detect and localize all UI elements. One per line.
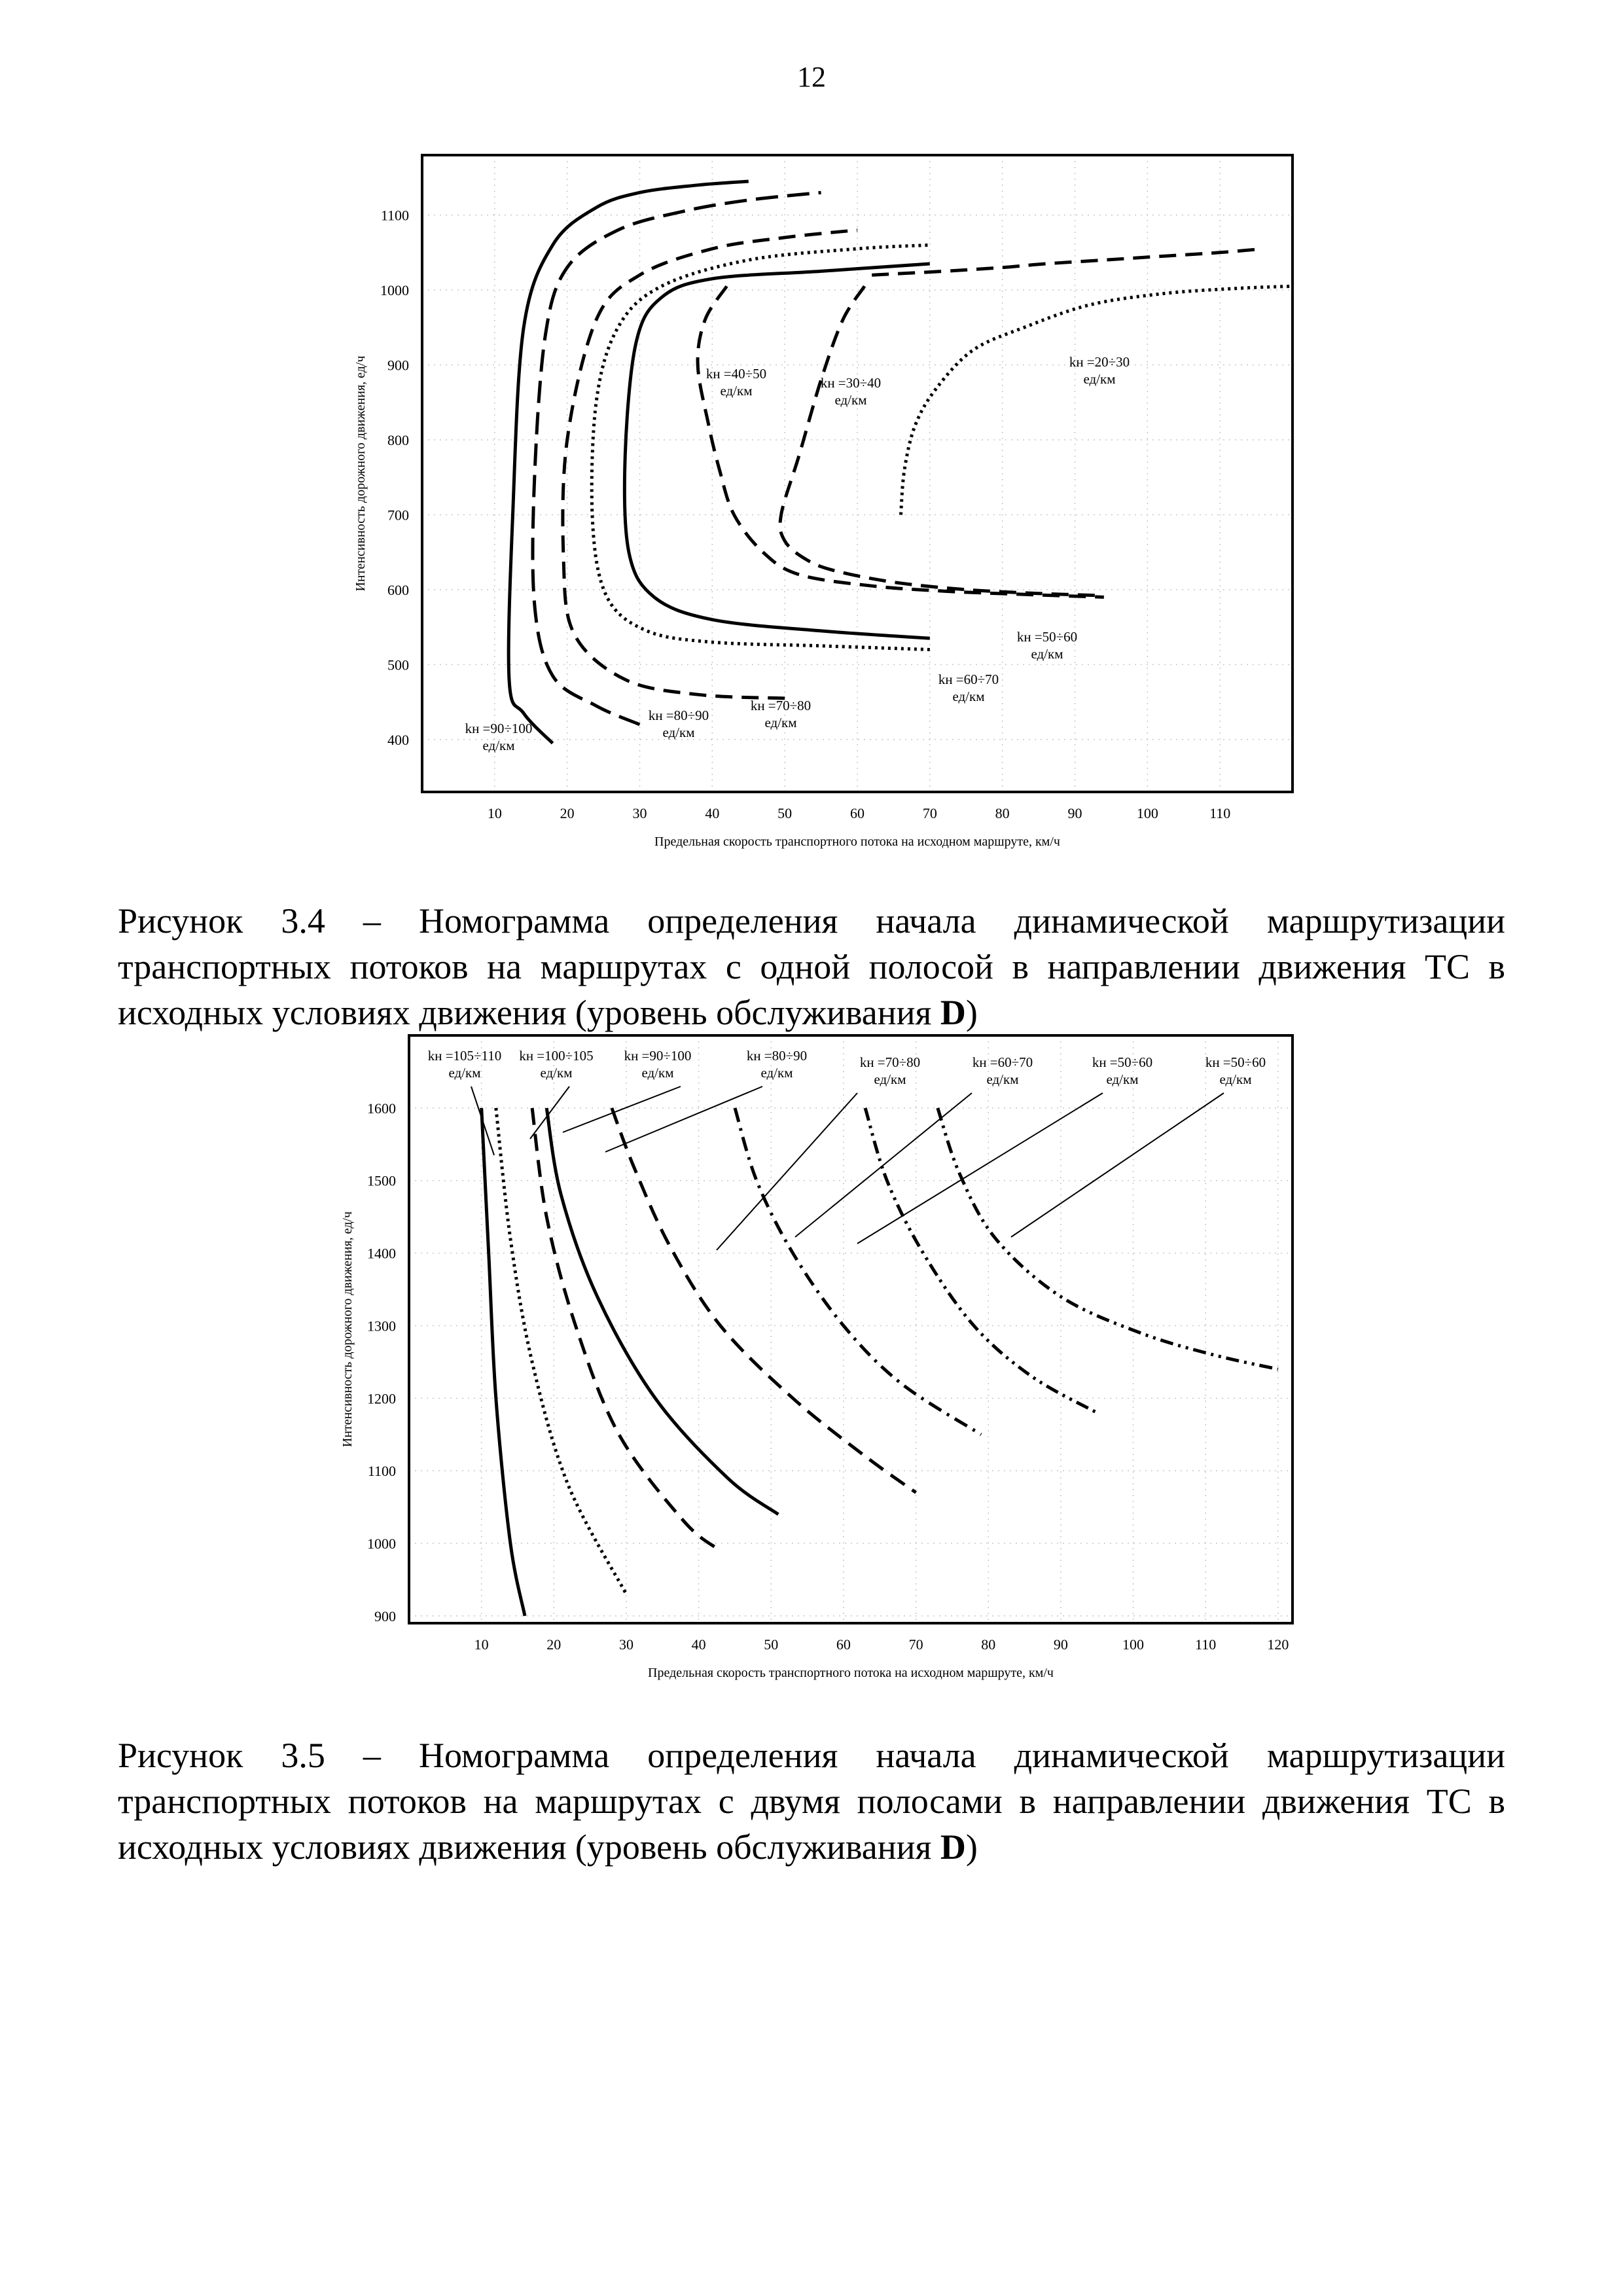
nomogram-chart-two-lanes xyxy=(308,1021,1329,1702)
x-tick-label: 70 xyxy=(922,805,937,821)
series-label-unit: ед/км xyxy=(720,383,753,399)
series-label-unit: ед/км xyxy=(834,392,867,408)
caption-bold-level: D xyxy=(940,993,966,1032)
x-tick-label: 30 xyxy=(632,805,647,821)
series-label-unit: ед/км xyxy=(764,715,797,730)
x-tick-label: 10 xyxy=(474,1636,489,1653)
y-tick-label: 1300 xyxy=(367,1318,396,1335)
y-tick-label: 600 xyxy=(387,581,409,598)
figure-caption-3-5 xyxy=(118,1732,1505,1870)
x-tick-label: 70 xyxy=(908,1636,923,1653)
y-tick-label: 400 xyxy=(387,731,409,748)
series-label-unit: ед/км xyxy=(1031,646,1063,662)
label-leader-line xyxy=(795,1093,972,1237)
series-curve xyxy=(612,1108,916,1492)
caption-bold-level: D xyxy=(940,1827,966,1867)
x-axis-title: Предельная скорость транспортного потока на исходном маршруте, км/ч xyxy=(654,834,1060,849)
series-label: kн =60÷70 xyxy=(972,1054,1033,1070)
y-tick-label: 700 xyxy=(387,507,409,524)
x-axis-title: Предельная скорость транспортного потока на исходном маршруте, км/ч xyxy=(648,1666,1054,1680)
series-label-unit: ед/км xyxy=(448,1065,481,1081)
y-tick-label: 1400 xyxy=(367,1245,396,1262)
x-tick-label: 50 xyxy=(764,1636,779,1653)
series-label: kн =60÷70 xyxy=(938,672,999,687)
series-label: kн =70÷80 xyxy=(750,698,812,713)
series-label: kн =70÷80 xyxy=(859,1054,921,1070)
series-curve xyxy=(563,230,857,698)
y-axis-title: Интенсивность дорожного движения, ед/ч xyxy=(353,355,368,592)
series-label-unit: ед/км xyxy=(1106,1071,1139,1087)
y-tick-label: 1100 xyxy=(367,1463,396,1480)
nomogram-figure-3-5 xyxy=(308,1021,1329,1702)
series-label-unit: ед/км xyxy=(662,725,695,740)
series-label-unit: ед/км xyxy=(986,1071,1019,1087)
series-label-unit: ед/км xyxy=(760,1065,793,1081)
figure-caption-3-4 xyxy=(118,898,1505,1035)
x-tick-label: 60 xyxy=(850,805,865,821)
label-leader-line xyxy=(563,1086,681,1132)
x-tick-label: 100 xyxy=(1122,1636,1145,1653)
series-label-unit: ед/км xyxy=(874,1071,906,1087)
x-tick-label: 80 xyxy=(995,805,1010,821)
series-curve xyxy=(872,249,1264,275)
caption-close: ) xyxy=(965,1827,978,1867)
series-curve xyxy=(735,1108,981,1435)
label-leader-line xyxy=(857,1093,1103,1244)
y-tick-label: 800 xyxy=(387,431,409,448)
series-curve xyxy=(865,1108,1097,1413)
series-label-unit: ед/км xyxy=(952,689,985,704)
y-tick-label: 1500 xyxy=(367,1172,396,1189)
series-label: kн =20÷30 xyxy=(1069,354,1130,370)
y-tick-label: 1200 xyxy=(367,1390,396,1407)
series-label: kн =80÷90 xyxy=(648,708,709,723)
series-curve xyxy=(546,1108,778,1515)
series-label: kн =40÷50 xyxy=(705,366,767,382)
series-label: kн =90÷100 xyxy=(465,721,533,736)
series-label: kн =100÷105 xyxy=(519,1048,594,1064)
y-tick-label: 1100 xyxy=(380,207,409,224)
x-tick-label: 60 xyxy=(836,1636,851,1653)
series-label: kн =50÷60 xyxy=(1092,1054,1153,1070)
y-tick-label: 1600 xyxy=(367,1100,396,1117)
series-label-unit: ед/км xyxy=(1219,1071,1252,1087)
y-axis-title: Интенсивность дорожного движения, ед/ч xyxy=(340,1211,355,1448)
label-leader-line xyxy=(1011,1093,1224,1237)
x-tick-label: 40 xyxy=(705,805,720,821)
x-tick-label: 80 xyxy=(981,1636,996,1653)
x-tick-label: 100 xyxy=(1136,805,1158,821)
series-label-unit: ед/км xyxy=(540,1065,573,1081)
x-tick-label: 110 xyxy=(1209,805,1231,821)
x-tick-label: 40 xyxy=(691,1636,706,1653)
x-tick-label: 50 xyxy=(777,805,793,821)
y-tick-label: 500 xyxy=(387,656,409,673)
series-curve xyxy=(901,286,1293,514)
caption-text: Рисунок 3.5 – Номограмма определения начала динамической маршрутизации транспортных потоков на маршрутах с двумя полосами в направлении движения ТС в исходных условиях движения (уровень обслуживания xyxy=(118,1736,1505,1867)
caption-text: Рисунок 3.4 – Номограмма определения начала динамической маршрутизации транспортных потоков на маршрутах с одной полосой в направлении движения ТС в исходных условиях движения (уровень обслуживания xyxy=(118,901,1505,1032)
series-curve xyxy=(698,286,1104,597)
x-tick-label: 90 xyxy=(1067,805,1082,821)
series-label-unit: ед/км xyxy=(1083,371,1116,387)
x-tick-label: 110 xyxy=(1195,1636,1217,1653)
series-label: kн =50÷60 xyxy=(1016,629,1078,645)
nomogram-chart-one-lane xyxy=(327,141,1309,867)
x-tick-label: 30 xyxy=(618,1636,633,1653)
x-tick-label: 120 xyxy=(1267,1636,1289,1653)
series-curve xyxy=(482,1108,525,1616)
series-curve xyxy=(592,245,930,649)
series-label: kн =50÷60 xyxy=(1205,1054,1266,1070)
x-tick-label: 20 xyxy=(560,805,575,821)
y-tick-label: 900 xyxy=(387,357,409,374)
y-tick-label: 1000 xyxy=(380,282,409,299)
x-tick-label: 20 xyxy=(546,1636,562,1653)
y-tick-label: 1000 xyxy=(367,1535,396,1552)
x-tick-label: 10 xyxy=(487,805,502,821)
series-label: kн =105÷110 xyxy=(427,1048,502,1064)
series-label: kн =30÷40 xyxy=(820,375,882,391)
x-tick-label: 90 xyxy=(1053,1636,1068,1653)
series-label: kн =90÷100 xyxy=(624,1048,692,1064)
series-label: kн =80÷90 xyxy=(746,1048,808,1064)
y-tick-label: 900 xyxy=(374,1607,396,1624)
series-label-unit: ед/км xyxy=(482,738,515,753)
nomogram-figure-3-4 xyxy=(327,141,1309,867)
series-curve xyxy=(780,286,1104,596)
caption-close: ) xyxy=(965,993,978,1032)
page-number: 12 xyxy=(797,61,826,93)
series-label-unit: ед/км xyxy=(641,1065,674,1081)
